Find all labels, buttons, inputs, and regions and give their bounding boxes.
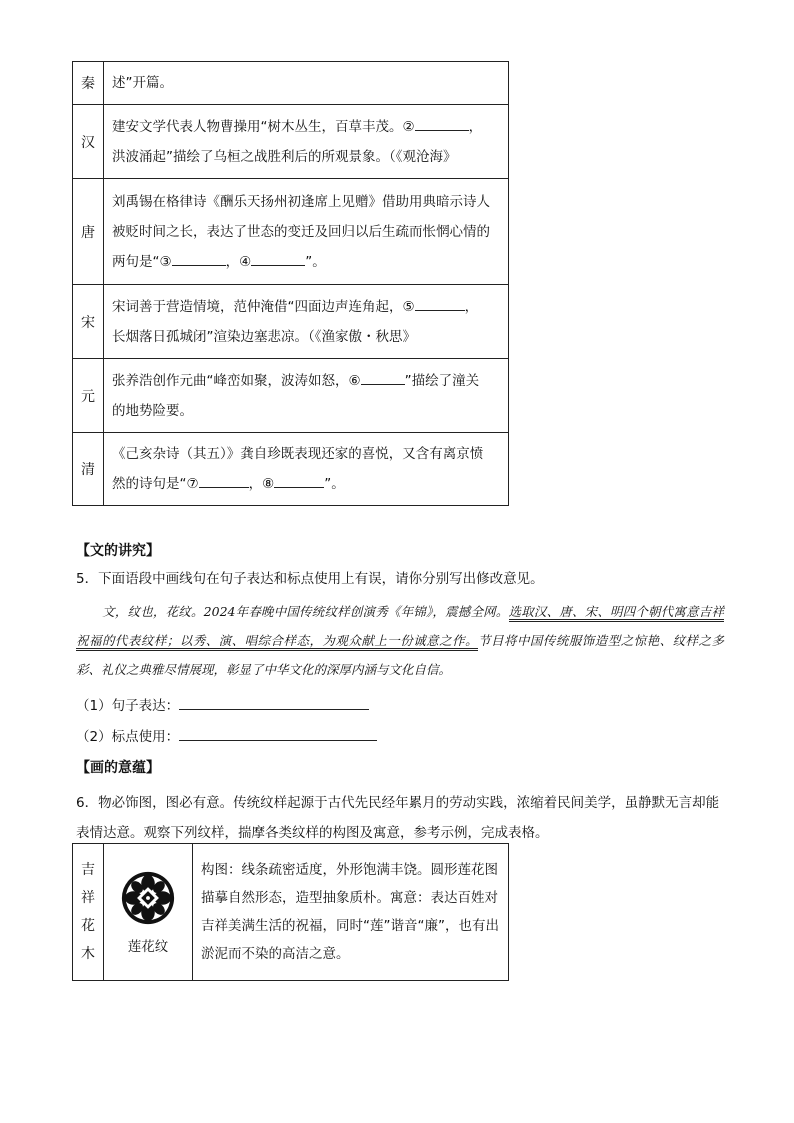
- question-6: 6．物必饰图，图必有意。传统纹样起源于古代先民经年累月的劳动实践，浓缩着民间美学，虽静默无言却能表情达意。观察下列纹样，揣摩各类纹样的构图及寓意，参考示例，完成表格。: [76, 795, 720, 841]
- era-cell: 秦: [73, 62, 104, 105]
- passage: 文，纹也，花纹。2024年春晚中国传统纹样创演秀《年锦》，震撼全网。选取汉、唐、宋、明四个朝代寓意吉祥祝福的代表纹样；以秀、演、唱综合样态，为观众献上一份诚意之作。节目将中国传统服饰造型之惊艳、纹样之多彩、礼仪之典雅尽情展现，彰显了中华文化的深厚内涵与文化自信。: [76, 604, 724, 677]
- blank-line[interactable]: [361, 370, 405, 385]
- table-row: [73, 62, 509, 105]
- question-5: 5．下面语段中画线句在句子表达和标点使用上有误，请你分别写出修改意见。: [76, 571, 544, 587]
- content-cell: 宋词善于营造情境，范仲淹借“四面边声连角起，⑤ ， 长烟落日孤城闭”渲染边塞悲凉。（《渔家傲・秋思》: [104, 285, 509, 359]
- content-cell: 刘禹锡在格律诗《酬乐天扬州初逢席上见赠》借助用典暗示诗人 被贬时间之长，表达了世态的变迁及回归以后生疏而怅惘心情的 两句是“③ ，④ ”。: [104, 179, 509, 285]
- table-row: [73, 179, 509, 285]
- content-cell: 《己亥杂诗（其五）》龚自珍既表现还家的喜悦，又含有离京愤 然的诗句是“⑦ ，⑧ ”。: [104, 433, 509, 506]
- pattern-table: [72, 843, 509, 981]
- blank-line[interactable]: [172, 251, 226, 266]
- blank-line[interactable]: [274, 473, 324, 488]
- image-cell: [104, 844, 193, 981]
- lotus-pattern-icon: [119, 869, 177, 927]
- era-cell: 元: [73, 359, 104, 433]
- era-cell: 汉: [73, 105, 104, 179]
- description-cell: 构图：线条疏密适度，外形饱满丰饶。圆形莲花图描摹自然形态，造型抽象质朴。寓意：表达百姓对吉祥美满生活的祝福，同时“莲”谐音“廉”，也有出淤泥而不染的高洁之意。: [193, 844, 509, 981]
- dynasty-poem-table: [72, 61, 509, 506]
- underlined-sentence: 选取汉、唐、宋、明四个朝代寓意吉祥祝福的代表纹样；以秀、演、唱综合样态，为观众献上一份诚意之作。: [76, 604, 724, 651]
- table-row: [73, 359, 509, 433]
- section-heading: 【画的意蕴】: [76, 760, 160, 776]
- answer-1: （1）句子表达：: [76, 695, 369, 717]
- category-cell: 吉 祥 花 木: [73, 844, 104, 981]
- blank-line[interactable]: [415, 296, 465, 311]
- table-row: [73, 844, 509, 981]
- era-cell: 宋: [73, 285, 104, 359]
- era-cell: 唐: [73, 179, 104, 285]
- blank-line[interactable]: [415, 116, 469, 131]
- content-cell: 述”开篇。: [104, 62, 509, 105]
- answer-1-line[interactable]: [179, 695, 369, 710]
- pattern-label: 莲花纹: [127, 939, 169, 955]
- table-row: [73, 285, 509, 359]
- table-row: [73, 105, 509, 179]
- content-cell: 建安文学代表人物曹操用“树木丛生，百草丰茂。② ， 洪波涌起”描绘了乌桓之战胜利后的所观景象。（《观沧海》: [104, 105, 509, 179]
- answer-2-line[interactable]: [179, 726, 377, 741]
- blank-line[interactable]: [251, 251, 305, 266]
- blank-line[interactable]: [199, 473, 249, 488]
- era-cell: 清: [73, 433, 104, 506]
- table-row: [73, 433, 509, 506]
- answer-2: （2）标点使用：: [76, 726, 377, 748]
- section-heading: 【文的讲究】: [76, 543, 160, 559]
- content-cell: 张养浩创作元曲“峰峦如聚，波涛如怒，⑥ ”描绘了潼关 的地势险要。: [104, 359, 509, 433]
